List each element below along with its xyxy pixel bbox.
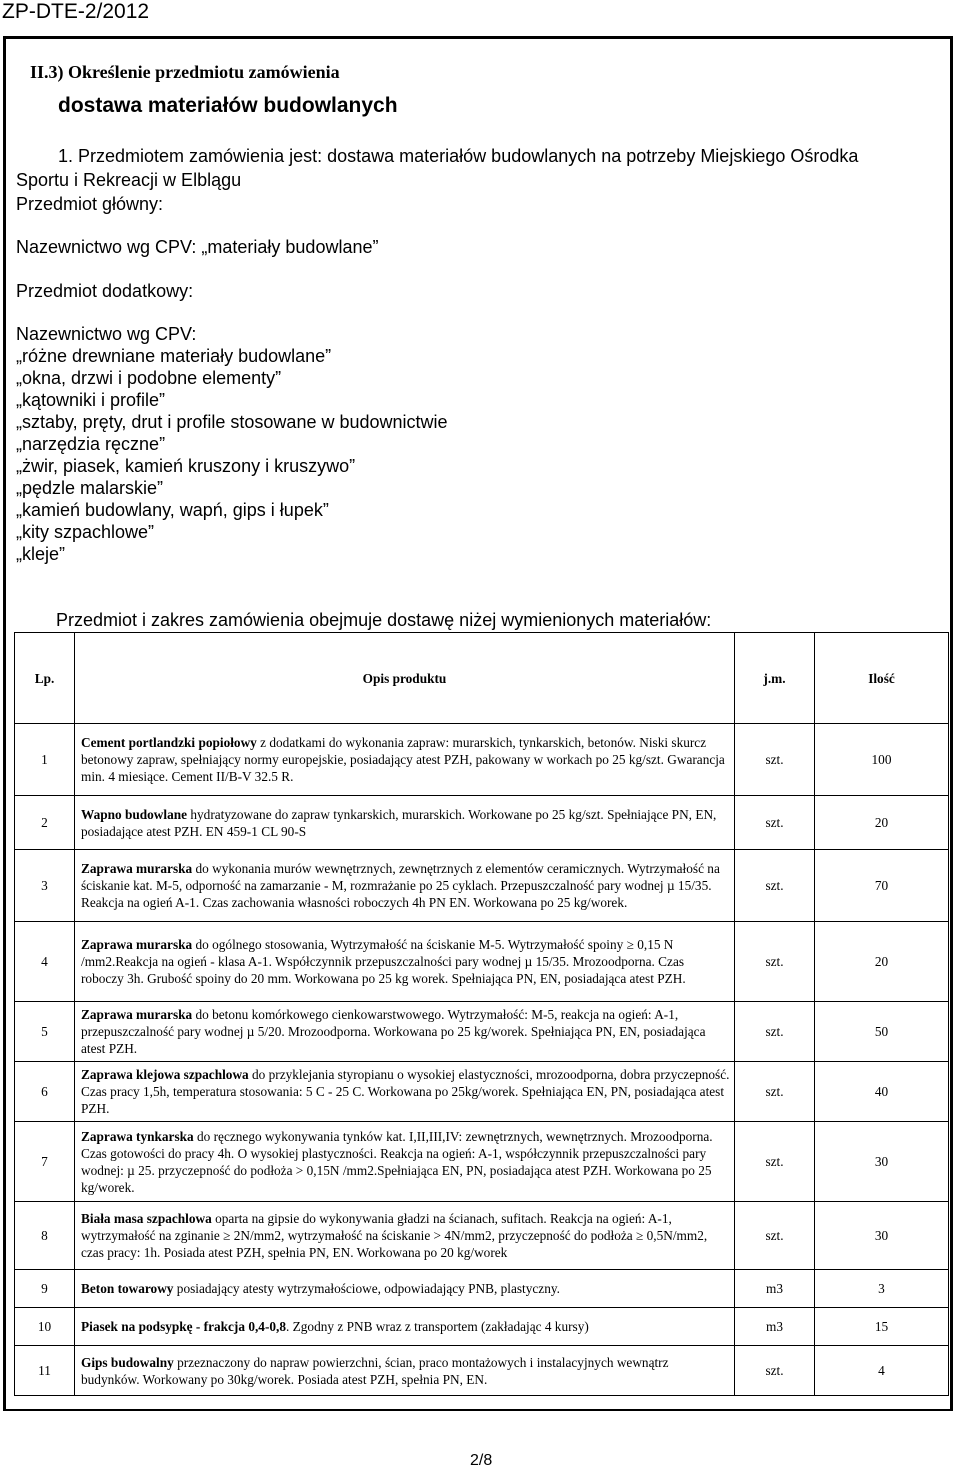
product-name: Wapno budowlane <box>81 806 188 822</box>
row-unit <box>735 922 815 1002</box>
row-quantity <box>815 922 949 1002</box>
cpv-item: „kamień budowlany, wapń, gips i łupek” <box>16 500 329 520</box>
row-lp <box>15 850 75 922</box>
item1-line2: Sportu i Rekreacji w Elblągu <box>16 170 242 190</box>
row-quantity <box>815 1122 949 1202</box>
col-qty-header: Ilość <box>815 633 949 724</box>
cpv-item: „żwir, piasek, kamień kruszony i kruszywo” <box>16 456 356 476</box>
row-quantity <box>815 796 949 850</box>
row-quantity <box>815 1062 949 1122</box>
product-description: przeznaczony do napraw powierzchni, ścian, praco montażowych i instalacyjnych wewnątrz budynków. Workowany po 30kg/worek. Posiada atest PZH, spełnia PN, EN. <box>81 1354 669 1387</box>
row-lp-text: 6 <box>41 1084 48 1099</box>
product-name: Zaprawa murarska <box>81 937 193 952</box>
table-row <box>15 1202 949 1270</box>
row-lp-text: 8 <box>41 1228 48 1243</box>
table-row <box>15 850 949 922</box>
col-jm-header: j.m. <box>735 633 815 724</box>
product-description: . Zgodny z PNB wraz z transportem (zakładając 4 kursy) <box>286 1319 589 1334</box>
row-quantity <box>815 850 949 922</box>
row-lp-text: 5 <box>41 1024 48 1039</box>
table-row <box>15 1346 949 1396</box>
row-lp-text: 3 <box>41 878 48 893</box>
row-quantity-text: 30 <box>874 1154 889 1169</box>
product-description: oparta na gipsie do wykonywania gładzi na ścianach, sufitach. Reakcja na ogień: A-1, wytrzymałość na zginanie ≥ 2N/mm2, wytrzymałość na ściskanie > 4N/mm2, przyczepność do podłoża ≥ 0,5N/mm2, czas pracy: 1h. Posiada atest PZH, spełnia PN, EN. Workowana po 20 kg/worek <box>81 1211 708 1260</box>
product-description: do przyklejania styropianu o wysokiej elastyczności, mrozoodporna, dobra przyczepność. Czas pracy 1,5h, temperatura stosowania: 5 C - 25 C. Workowana po 25kg/worek. Spełniająca EN, PN, posiadająca atest PZH. <box>81 1067 730 1116</box>
main-cpv: Nazewnictwo wg CPV: „materiały budowlane” <box>16 237 379 257</box>
row-lp <box>15 1062 75 1122</box>
row-quantity <box>815 1270 949 1308</box>
row-unit <box>735 1308 815 1346</box>
col-lp-header: Lp. <box>15 633 75 724</box>
row-lp <box>15 1270 75 1308</box>
product-name: Zaprawa klejowa szpachlowa <box>81 1067 249 1082</box>
cpv-item: „okna, drzwi i podobne elementy” <box>16 368 282 388</box>
main-subject-label: Przedmiot główny: <box>16 194 164 214</box>
item1-line1: 1. Przedmiotem zamówienia jest: dostawa materiałów budowlanych na potrzeby Miejskiego Ośrodka <box>58 146 859 166</box>
table-row <box>15 724 949 796</box>
cpv-item: „pędzle malarskie” <box>16 478 164 498</box>
row-description <box>75 1062 735 1122</box>
row-lp <box>15 1002 75 1062</box>
row-unit-text: szt. <box>765 1084 784 1099</box>
product-name: Cement portlandzki popiołowy <box>81 735 257 750</box>
row-unit <box>735 1122 815 1202</box>
row-quantity-text: 40 <box>874 1084 889 1099</box>
product-description: do betonu komórkowego cienkowarstwowego. Wytrzymałość: M-5, reakcja na ogień: A-1, przepuszczalność pary wodnej µ 5/20. Mrozoodporna. Workowana po 25 kg/worek. Spełniająca PN, EN, posiadająca atest PZH. <box>81 1007 706 1056</box>
row-lp-text: 4 <box>41 954 48 969</box>
product-description: posiadający atesty wytrzymałościowe, odpowiadający PNB, plastyczny. <box>173 1281 560 1296</box>
row-lp-text: 7 <box>41 1154 48 1169</box>
row-unit-text: szt. <box>765 1024 784 1039</box>
additional-subject-label: Przedmiot dodatkowy: <box>16 281 194 301</box>
row-lp-text: 10 <box>37 1319 52 1334</box>
row-unit <box>735 850 815 922</box>
row-lp <box>15 1346 75 1396</box>
row-unit-text: szt. <box>765 878 784 893</box>
row-unit <box>735 1270 815 1308</box>
product-description: z dodatkami do wykonania zapraw: murarskich, tynkarskich, betonów. Niski skurcz betonowy zapraw, spełniający normy europejskie, posiadający atest PZH, pakowany w workach po 25 kg/szt. Gwarancja min. 4 miesiące. Cement II/B-V 32.5 R. <box>81 735 725 784</box>
row-unit-text: m3 <box>766 1319 783 1334</box>
row-lp <box>15 1202 75 1270</box>
cpv-item: „różne drewniane materiały budowlane” <box>16 346 332 366</box>
row-description <box>75 1308 735 1346</box>
product-description: do ogólnego stosowania, Wytrzymałość na ściskanie M-5. Wytrzymałość spoiny ≥ 0,15 N /mm2.Reakcja na ogień - klasa A-1. Współczynnik przepuszczalności pary wodnej µ 15/35. Mrozoodporna. Czas roboczy 3h. Grubość spoiny do 20 mm. Workowana po 25 kg worek. Spełniająca PN, EN, posiadająca atest PZH. <box>81 937 686 986</box>
row-quantity-text: 20 <box>874 815 889 830</box>
row-quantity-text: 3 <box>878 1281 885 1296</box>
row-unit-text: szt. <box>765 752 784 767</box>
row-unit-text: szt. <box>765 1228 784 1243</box>
row-lp-text: 11 <box>38 1363 51 1378</box>
cpv-item: „kątowniki i profile” <box>16 390 166 410</box>
row-description <box>75 1002 735 1062</box>
row-lp-text: 9 <box>41 1281 48 1296</box>
additional-cpv-label: Nazewnictwo wg CPV: <box>16 324 197 344</box>
table-row <box>15 922 949 1002</box>
table-row <box>15 1270 949 1308</box>
row-description <box>75 850 735 922</box>
cpv-item: „sztaby, pręty, drut i profile stosowane w budownictwie <box>16 412 448 432</box>
scope-text: Przedmiot i zakres zamówienia obejmuje dostawę niżej wymienionych materiałów: <box>56 610 712 630</box>
row-description <box>75 1122 735 1202</box>
table-row <box>15 1002 949 1062</box>
row-lp <box>15 796 75 850</box>
row-unit-text: szt. <box>765 1363 784 1378</box>
row-description <box>75 1202 735 1270</box>
section-title: dostawa materiałów budowlanych <box>58 94 398 117</box>
row-quantity-text: 15 <box>874 1319 889 1334</box>
cpv-item: „kity szpachlowe” <box>16 522 155 542</box>
product-name: Gips budowalny <box>81 1354 174 1370</box>
product-name: Biała masa szpachlowa <box>81 1211 212 1226</box>
table-row <box>15 1122 949 1202</box>
row-unit-text: szt. <box>765 815 784 830</box>
product-description: do ręcznego wykonywania tynków kat. I,II,III,IV: zewnętrznych, wewnętrznych. Mrozoodporna. Czas gotowości do pracy 4h. O wysokiej plastyczności. Reakcja na ogień: A-1, współczynnik przepuszczalności pary wodnej: µ 25. przyczepność do podłoża > 0,15N /mm2.Spełniająca EN, PN, posiadająca atest PZH. Workowana po 25 kg/worek. <box>81 1128 713 1195</box>
row-quantity <box>815 1308 949 1346</box>
row-description <box>75 1346 735 1396</box>
row-unit <box>735 796 815 850</box>
row-description <box>75 922 735 1002</box>
row-quantity <box>815 1202 949 1270</box>
row-quantity-text: 4 <box>878 1363 885 1378</box>
row-lp-text: 1 <box>41 752 48 767</box>
row-unit-text: szt. <box>765 1154 784 1169</box>
row-quantity-text: 20 <box>874 954 889 969</box>
row-description <box>75 1270 735 1308</box>
row-quantity <box>815 1002 949 1062</box>
section-heading: II.3) Określenie przedmiotu zamówienia <box>30 62 340 82</box>
row-lp <box>15 1122 75 1202</box>
row-quantity-text: 70 <box>874 878 889 893</box>
col-desc-header: Opis produktu <box>75 633 735 724</box>
row-lp <box>15 922 75 1002</box>
row-unit <box>735 1346 815 1396</box>
row-unit <box>735 1002 815 1062</box>
row-description <box>75 796 735 850</box>
row-quantity <box>815 1346 949 1396</box>
product-description: hydratyzowane do zapraw tynkarskich, murarskich. Workowane po 25 kg/szt. Spełniające PN, EN, posiadające atest PZH. EN 459-1 CL 90-S <box>81 806 717 839</box>
table-row <box>15 1308 949 1346</box>
product-name: Zaprawa tynkarska <box>81 1128 194 1144</box>
product-description: do wykonania murów wewnętrznych, zewnętrznych z elementów ceramicznych. Wytrzymałość na ściskanie kat. M-5, odporność na zamarzanie - M, rozmrażanie po 25 cyklach. Przepuszczalność pary wodnej µ 15/35. Reakcja na ogień A-1. Czas zachowania własności roboczych 4h PN EN. Workowana po 25 kg/worek. <box>81 861 720 910</box>
document-code: ZP-DTE-2/2012 <box>2 0 150 23</box>
cpv-item: „kleje” <box>16 544 66 564</box>
table-row <box>15 796 949 850</box>
materials-table <box>14 632 949 1396</box>
row-quantity-text: 30 <box>874 1228 889 1243</box>
product-name: Zaprawa murarska <box>81 861 193 876</box>
table-header-row <box>15 633 949 724</box>
product-name: Zaprawa murarska <box>81 1007 193 1022</box>
table-row <box>15 1062 949 1122</box>
product-name: Beton towarowy <box>81 1281 174 1296</box>
product-name: Piasek na podsypkę - frakcja 0,4-0,8 <box>81 1319 287 1334</box>
row-quantity-text: 50 <box>874 1024 889 1039</box>
row-description <box>75 724 735 796</box>
row-lp <box>15 1308 75 1346</box>
row-lp-text: 2 <box>41 815 48 830</box>
row-unit <box>735 1062 815 1122</box>
row-lp <box>15 724 75 796</box>
row-quantity-text: 100 <box>871 752 892 767</box>
page-number: 2/8 <box>470 1452 493 1469</box>
cpv-item: „narzędzia ręczne” <box>16 434 166 454</box>
row-unit-text: m3 <box>766 1281 783 1296</box>
row-unit <box>735 1202 815 1270</box>
row-unit-text: szt. <box>765 954 784 969</box>
row-unit <box>735 724 815 796</box>
row-quantity <box>815 724 949 796</box>
